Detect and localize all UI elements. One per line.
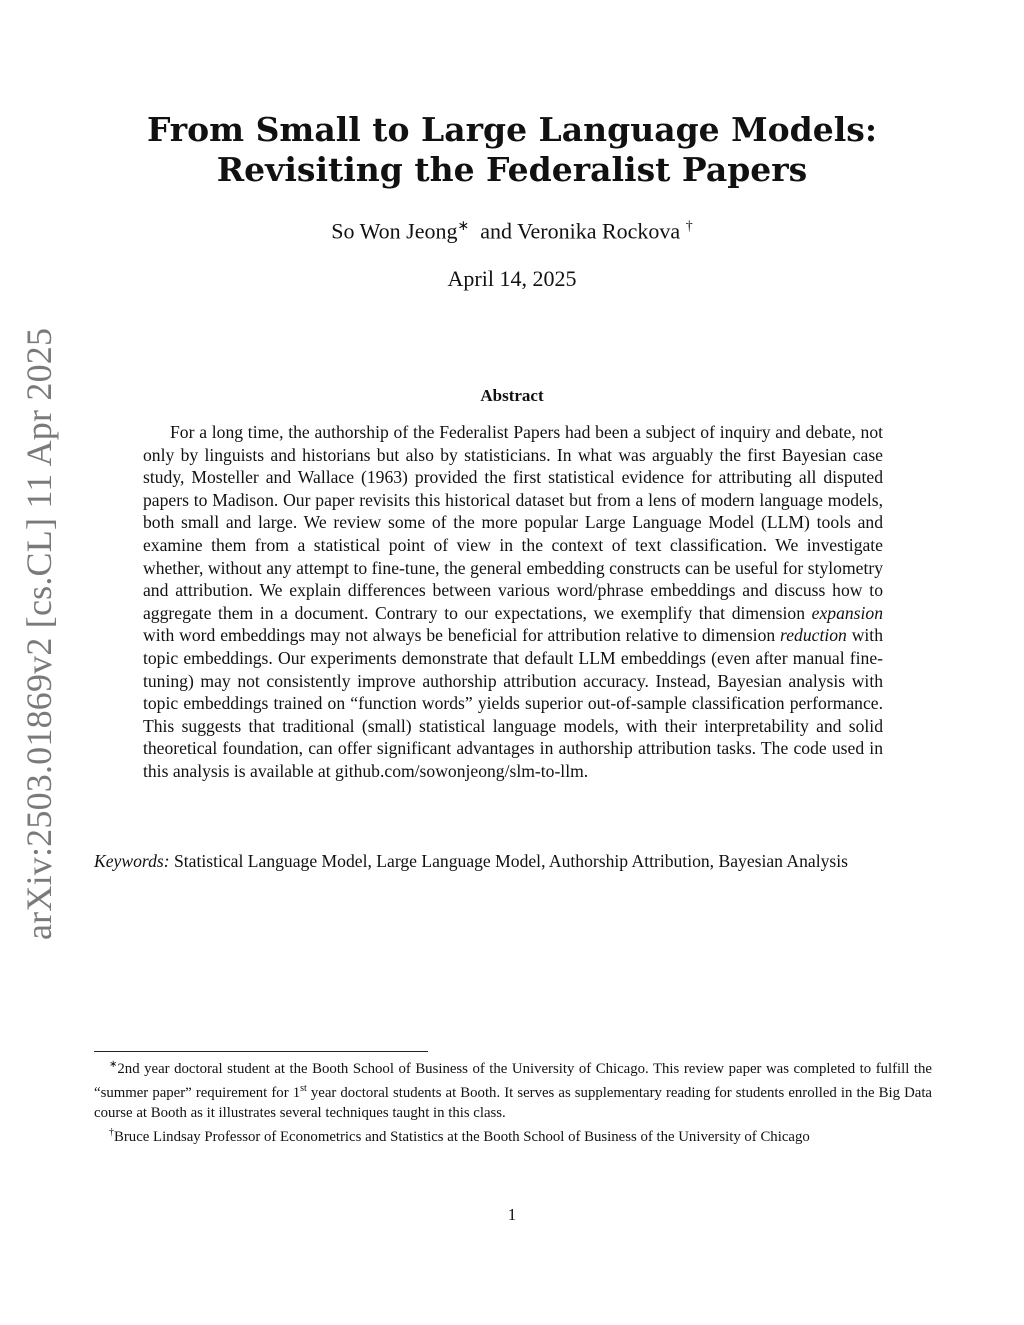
author-2-footnote-mark: †	[685, 219, 693, 234]
keywords-label: Keywords:	[94, 851, 170, 871]
footnote-2	[94, 1123, 932, 1147]
abstract-text-3: with topic embeddings. Our experiments demonstrate that default LLM embeddings (even after manual fine-tuning) may not consistently improve authorship attribution accuracy. Instead, Bayesian analysis with topic embeddings trained on “function words” yields superior out-of-sample classification performance. This suggests that traditional (small) statistical language models, with their interpretability and solid theoretical foundation, can offer significant advantages in authorship attribution tasks. The code used in this analysis is available at github.com/sowonjeong/slm-to-llm.	[143, 625, 883, 781]
keywords-text: Statistical Language Model, Large Language Model, Authorship Attribution, Bayesian Analysis	[169, 851, 848, 871]
title-line-1: From Small to Large Language Models:	[146, 110, 878, 149]
title-line-2: Revisiting the Federalist Papers	[216, 150, 808, 189]
author-list	[100, 218, 924, 244]
abstract-text-1: For a long time, the authorship of the Federalist Papers had been a subject of inquiry and debate, not only by linguists and historians but also by statisticians. In what was arguably the first Bayesian case study, Mosteller and Wallace (1963) provided the first statistical evidence for attributing all disputed papers to Madison. Our paper revisits this historical dataset but from a lens of modern language models, both small and large. We review some of the more popular Large Language Model (LLM) tools and examine them from a statistical point of view in the context of text classification. We investigate whether, without any attempt to fine-tune, the general embedding constructs can be useful for stylometry and attribution. We explain differences between various word/phrase embeddings and discuss how to aggregate them in a document. Contrary to our expectations, we exemplify that dimension	[143, 422, 883, 623]
footnotes	[94, 1055, 932, 1147]
publication-date: April 14, 2025	[447, 266, 577, 291]
author-1-footnote-mark: ∗	[457, 219, 470, 234]
abstract-emphasis-reduction: reduction	[780, 625, 847, 646]
footnote-1-text-a: 2nd year doctoral student at the Booth School of Business of the University of Chicago. This review paper was completed to fulfill the “summer paper” requirement for 1	[94, 1060, 932, 1101]
abstract-emphasis-expansion: expansion	[811, 602, 883, 623]
footnote-rule	[94, 1051, 428, 1052]
footnote-2-text: Bruce Lindsay Professor of Econometrics and Statistics at the Booth School of Business of the University of Chicago	[114, 1128, 810, 1145]
footnote-1-superscript: st	[300, 1082, 307, 1094]
abstract-heading: Abstract	[480, 386, 544, 405]
author-2: Veronika Rockova	[517, 218, 681, 244]
abstract-text-2: with word embeddings may not always be beneficial for attribution relative to dimension	[143, 625, 781, 646]
footnote-2-mark: †	[109, 1126, 114, 1138]
footnote-1-mark: ∗	[109, 1059, 118, 1070]
footnote-1-text-b: year doctoral students at Booth. It serves as supplementary reading for students enrolled in the Big Data course at Booth as it illustrates several techniques taught in this class.	[94, 1084, 932, 1121]
paper-title	[100, 110, 924, 190]
author-1: So Won Jeong	[331, 218, 458, 244]
arxiv-identifier: arXiv:2503.01869v2 [cs.CL] 11 Apr 2025	[19, 327, 59, 940]
page-number: 1	[507, 1205, 517, 1224]
footnote-1	[94, 1055, 932, 1123]
keywords	[94, 849, 932, 873]
abstract-body	[143, 421, 883, 783]
author-conjunction: and	[480, 218, 512, 244]
